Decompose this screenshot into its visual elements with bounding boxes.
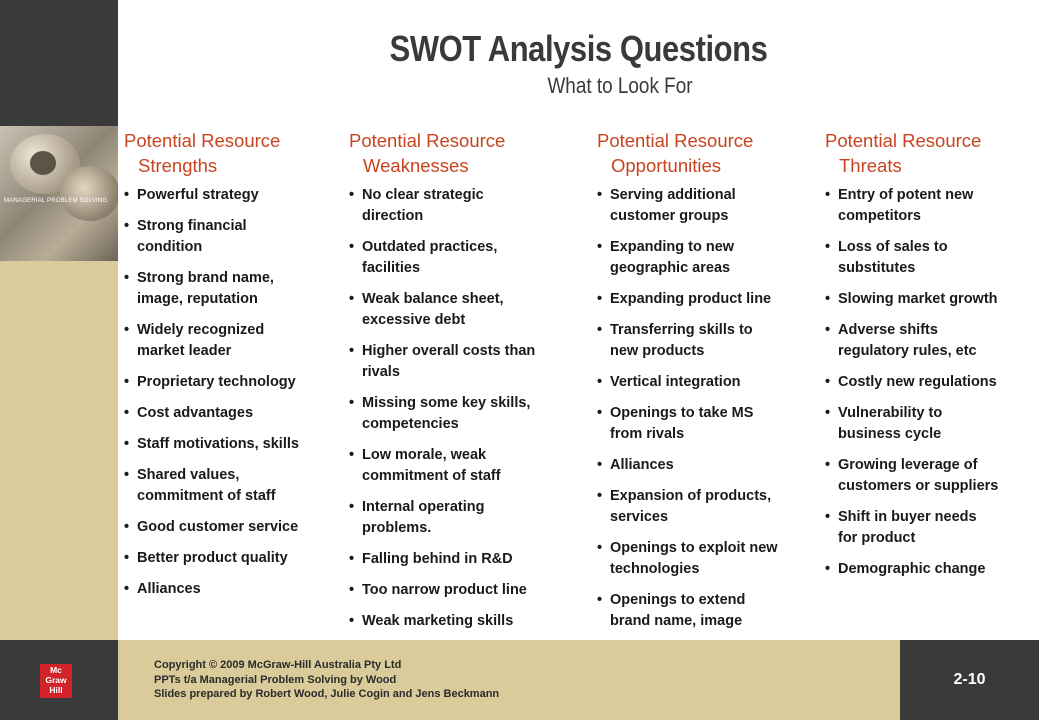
list-item: • Cost advantages	[124, 403, 339, 424]
list-item: • Vulnerability to business cycle	[825, 403, 1035, 445]
list-item: • Transferring skills to new products	[597, 320, 817, 362]
list-item: • Missing some key skills, competencies	[349, 393, 579, 435]
list-item: • Expanding product line	[597, 289, 817, 310]
list-item: • Low morale, weak commitment of staff	[349, 445, 579, 487]
strengths-list	[124, 185, 339, 600]
weaknesses-column	[349, 128, 579, 642]
copyright-line: Copyright © 2009 McGraw-Hill Australia Pty Ltd	[154, 659, 402, 671]
list-item: • Growing leverage of customers or suppliers	[825, 455, 1035, 497]
list-item: • Widely recognized market leader	[124, 320, 339, 362]
strengths-column	[124, 128, 339, 610]
list-item: • Better product quality	[124, 548, 339, 569]
list-item: • Adverse shifts regulatory rules, etc	[825, 320, 1035, 362]
list-item: • Higher overall costs than rivals	[349, 341, 579, 383]
book-cover-image	[0, 126, 118, 261]
mcgraw-hill-logo: Mc Graw Hill	[40, 664, 72, 698]
list-item: • Alliances	[597, 455, 817, 476]
list-item: • Serving additional customer groups	[597, 185, 817, 227]
list-item: • Shift in buyer needs for product	[825, 507, 1035, 549]
list-item: • Strong financial condition	[124, 216, 339, 258]
list-item: • Falling behind in R&D	[349, 549, 579, 570]
list-item: • Openings to exploit new technologies	[597, 538, 817, 580]
weaknesses-list	[349, 185, 579, 632]
credit-line: PPTs t/a Managerial Problem Solving by Wood	[154, 673, 397, 686]
threats-column	[825, 128, 1035, 590]
list-item: • Openings to take MS from rivals	[597, 403, 817, 445]
list-item: • Entry of potent new competitors	[825, 185, 1035, 227]
list-item: • Alliances	[124, 579, 339, 600]
list-item: • Shared values, commitment of staff	[124, 465, 339, 507]
list-item: • Openings to extend brand name, image	[597, 590, 817, 632]
slide-number: 2-10	[953, 671, 986, 688]
slide-title: SWOT Analysis Questions	[389, 28, 768, 69]
list-item: • Slowing market growth	[825, 289, 1035, 310]
opportunities-list	[597, 185, 817, 632]
credit-line: Slides prepared by Robert Wood, Julie Cogin and Jens Beckmann	[154, 688, 500, 700]
list-item: • Expanding to new geographic areas	[597, 237, 817, 279]
left-dark-panel	[0, 0, 118, 126]
strengths-heading: Potential Resource Strengths	[124, 130, 281, 176]
slide-subtitle: What to Look For	[547, 73, 693, 98]
threats-list	[825, 185, 1035, 580]
list-item: • Outdated practices, facilities	[349, 237, 579, 279]
threats-heading: Potential Resource Threats	[825, 130, 982, 176]
list-item: • Internal operating problems.	[349, 497, 579, 539]
list-item: • Too narrow product line	[349, 580, 579, 601]
list-item: • Weak balance sheet, excessive debt	[349, 289, 579, 331]
list-item: • Weak marketing skills	[349, 611, 579, 632]
list-item: • Powerful strategy	[124, 185, 339, 206]
opportunities-heading: Potential Resource Opportunities	[597, 130, 754, 176]
list-item: • Vertical integration	[597, 372, 817, 393]
list-item: • Staff motivations, skills	[124, 434, 339, 455]
list-item: • Demographic change	[825, 559, 1035, 580]
copyright-notice	[154, 658, 754, 702]
list-item: • Expansion of products, services	[597, 486, 817, 528]
list-item: • Strong brand name, image, reputation	[124, 268, 339, 310]
book-cover-title: MANAGERIAL PROBLEM SOLVING	[4, 198, 108, 204]
list-item: • Proprietary technology	[124, 372, 339, 393]
list-item: • Loss of sales to substitutes	[825, 237, 1035, 279]
list-item: • No clear strategic direction	[349, 185, 579, 227]
opportunities-column	[597, 128, 817, 642]
weaknesses-heading: Potential Resource Weaknesses	[349, 130, 506, 176]
list-item: • Good customer service	[124, 517, 339, 538]
list-item: • Costly new regulations	[825, 372, 1035, 393]
left-tan-panel	[0, 261, 118, 640]
